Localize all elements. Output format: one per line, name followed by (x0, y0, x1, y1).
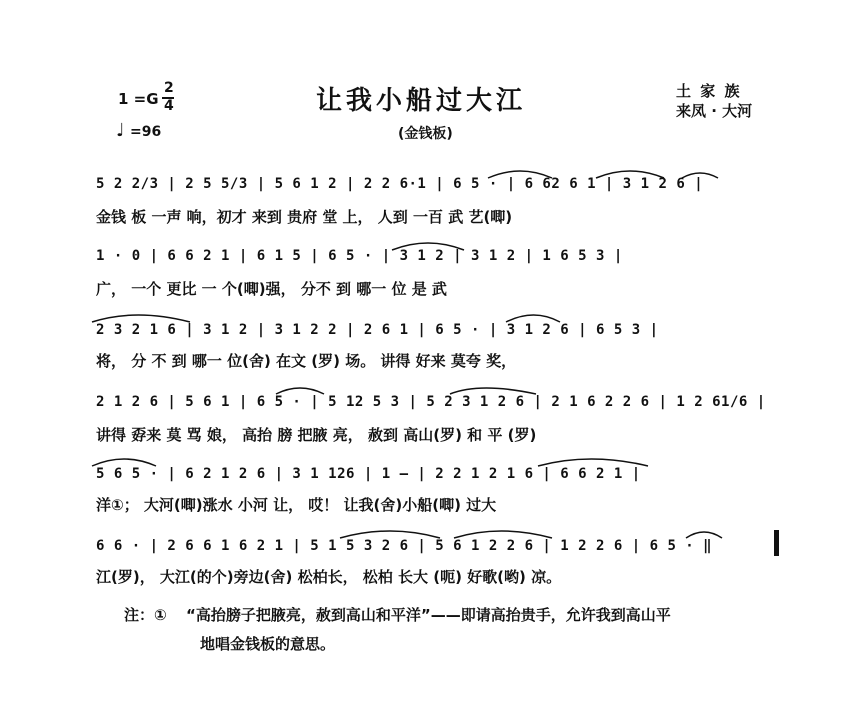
time-signature-top: 2 (164, 80, 174, 96)
notation-row-2: 1 · 0 | 6 6 2 1 | 6 1 5 | 6 5 · | 3 1 2 | 3 1 2 | 1 6 5 3 | (96, 248, 623, 264)
lyrics-row-1: 金钱 板 一声 响，初才 来到 贵府 堂 上， 人到 一百 武 艺(唧) (96, 208, 513, 226)
notation-row-4: 2 1 2 6 | 5 6 1 | 6 5 · | 5 12 5 3 | 5 2 3 1 2 6 | 2 1 6 2 2 6 | 1 2 61/6 | (96, 394, 766, 410)
time-signature-bottom: 4 (164, 98, 174, 114)
footnote-line-2: 地唱金钱板的意思。 (200, 635, 336, 653)
lyrics-row-5: 洋①； 大河(唧)涨水 小河 让， 哎！ 让我(舍)小船(唧) 过大 (96, 496, 497, 514)
footnote-label: 注：① (124, 606, 167, 624)
quarter-note-icon: ♩ (116, 120, 125, 141)
key-signature: 1 =G (118, 90, 159, 108)
notation-row-3: 2 3 2 1 6 | 3 1 2 | 3 1 2 2 | 2 6 1 | 6 5 · | 3 1 2 6 | 6 5 3 | (96, 322, 659, 338)
lyrics-row-2: 广， 一个 更比 一 个(唧)强， 分不 到 哪一 位 是 武 (96, 280, 447, 298)
notation-row-1: 5 2 2/3 | 2 5 5/3 | 5 6 1 2 | 2 2 6·1 | 6 5 · | 6 62 6 1 | 3 1 2 6 | (96, 176, 704, 192)
lyrics-row-6: 江(罗)， 大江(的个)旁边(舍) 松柏长， 松柏 长大 (呃) 好歌(哟) 凉。 (96, 568, 562, 586)
region-label: 来凤 · 大河 (676, 102, 753, 120)
notation-row-6: 6 6 · | 2 6 6 1 6 2 1 | 5 1 5 3 2 6 | 5 6 1 2 2 6 | 1 2 2 6 | 6 5 · ‖ (96, 538, 713, 554)
footnote-line-1: “高抬膀子把腋亮，赦到高山和平洋”——即请高抬贵手，允许我到高山平 (186, 606, 671, 624)
notation-row-5: 5 6 5 · | 6 2 1 2 6 | 3 1 126 | 1 — | 2 2 1 2 1 6 | 6 6 2 1 | (96, 466, 641, 482)
song-subtitle: (金钱板) (398, 126, 453, 142)
lyrics-row-3: 将， 分 不 到 哪一 位(舍) 在文 (罗) 场。 讲得 好来 莫夸 奖， (96, 352, 517, 370)
ethnicity-label: 土 家 族 (676, 82, 742, 100)
song-title: 让我小船过大江 (316, 86, 527, 116)
lyrics-row-4: 讲得 孬来 莫 骂 娘， 高抬 膀 把腋 亮， 赦到 高山(罗) 和 平 (罗) (96, 426, 537, 444)
tempo-marking: =96 (130, 124, 162, 140)
